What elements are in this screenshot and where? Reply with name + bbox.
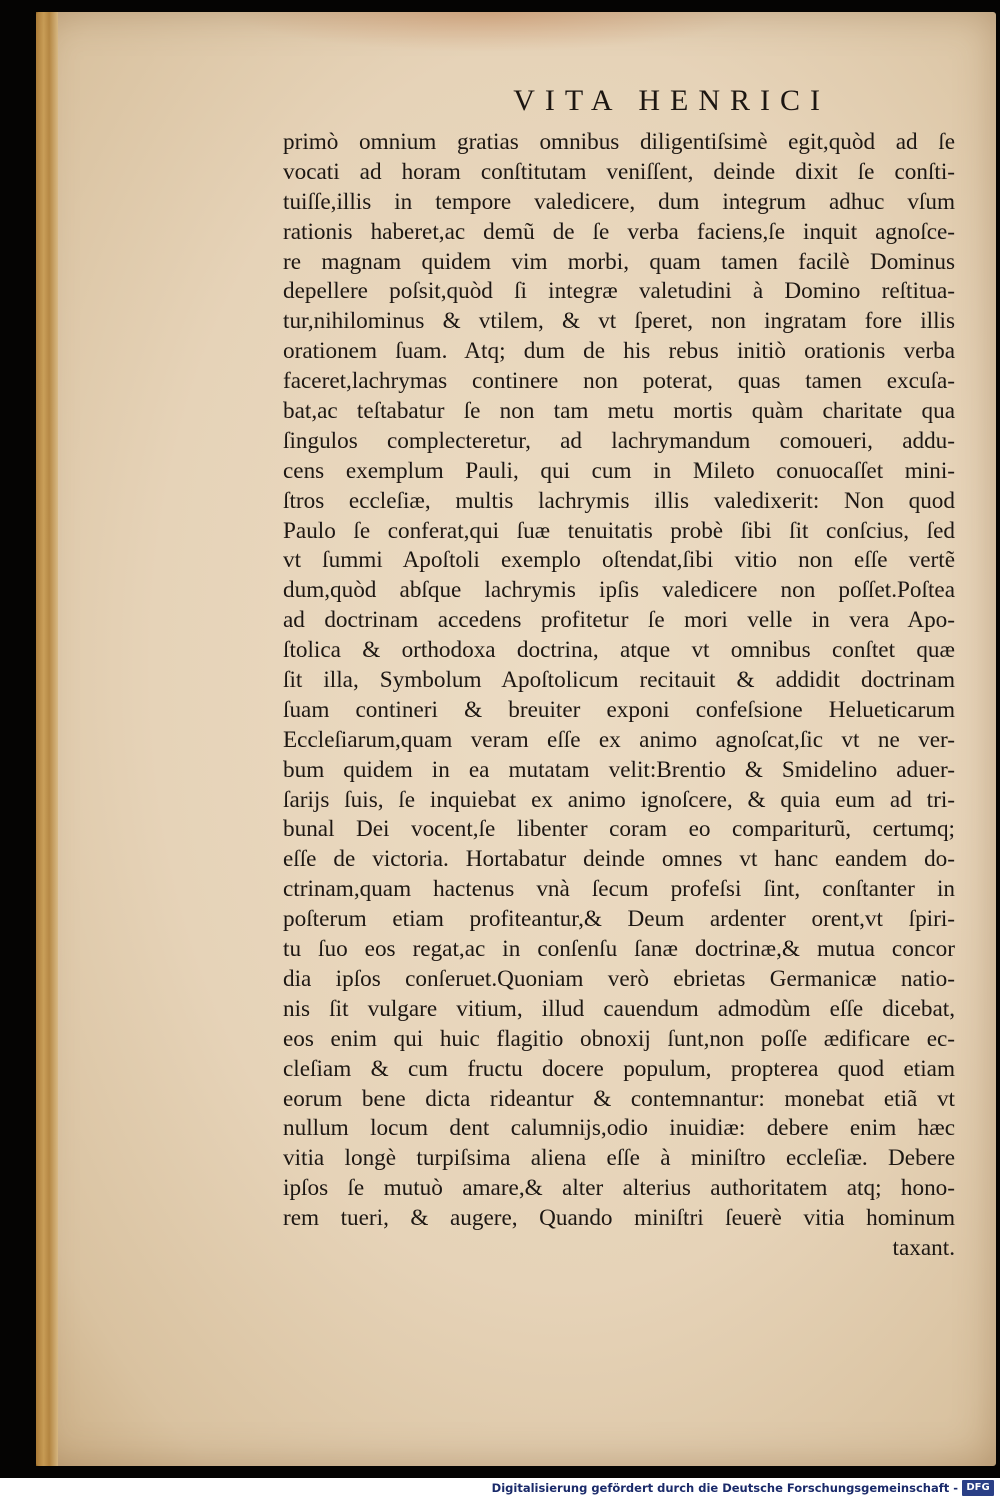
body-text (283, 128, 955, 1264)
text-line: bunal Dei vocent,ſe libenter coram eo compariturũ, certumq; (283, 816, 955, 843)
text-line: rem tueri, & augere, Quando miniſtri ſeuerè vitia hominum (283, 1205, 955, 1232)
text-line: tur,nihilominus & vtilem, & vt ſperet, non ingratam fore illis (283, 308, 955, 335)
text-line: vt ſummi Apoſtoli exemplo oſtendat,ſibi vitio non eſſe vertẽ (283, 547, 955, 574)
text-line: ipſos ſe mutuò amare,& alter alterius authoritatem atq; hono- (283, 1175, 955, 1202)
text-line: vitia longè turpiſsima aliena eſſe à miniſtro eccleſiæ. Debere (283, 1145, 955, 1172)
text-line: Eccleſiarum,quam veram eſſe ex animo agnoſcat,ſic vt ne ver- (283, 726, 955, 753)
text-line: rationis haberet,ac demũ de ſe verba faciens,ſe inquit agnoſce- (283, 218, 955, 245)
text-line: ſit illa, Symbolum Apoſtolicum recitauit & addidit doctrinam (283, 667, 955, 694)
paper-stain (230, 12, 750, 52)
text-line: primò omnium gratias omnibus diligentiſsimè egit,quòd ad ſe (283, 129, 955, 155)
text-line: eos enim qui huic flagitio obnoxij ſunt,non poſſe ædificare ec- (283, 1025, 955, 1052)
text-line: orationem ſuam. Atq; dum de his rebus initiò orationis verba (283, 338, 955, 365)
text-line: tu ſuo eos regat,ac in conſenſu ſanæ doctrinæ,& mutua concor (283, 936, 955, 963)
text-line: nullum locum dent calumnijs,odio inuidiæ: debere enim hæc (283, 1115, 955, 1142)
text-line: ſtolica & orthodoxa doctrina, atque vt omnibus conſtet quæ (283, 637, 955, 664)
dfg-logo: DFG (962, 1480, 994, 1496)
gilt-page-edge (36, 12, 58, 1466)
text-line: Paulo ſe conferat,qui ſuæ tenuitatis probè ſibi ſit conſcius, ſed (283, 517, 955, 544)
text-line: dum,quòd abſque lachrymis ipſis valedicere non poſſet.Poſtea (283, 577, 955, 604)
text-line: dia ipſos conſeruet.Quoniam verò ebrietas Germanicæ natio- (283, 965, 955, 992)
text-line: cens exemplum Pauli, qui cum in Mileto conuocaſſet mini- (283, 457, 955, 484)
text-line: nis ſit vulgare vitium, illud cauendum admodùm eſſe dicebat, (283, 995, 955, 1022)
text-line: ad doctrinam accedens profitetur ſe mori velle in vera Apo- (283, 607, 955, 634)
text-line: poſterum etiam profiteantur,& Deum ardenter orent,vt ſpiri- (283, 906, 955, 933)
text-line: bum quidem in ea mutatam velit:Brentio & Smidelino aduer- (283, 756, 955, 783)
catchword: taxant. (892, 1234, 955, 1261)
text-line: ſuam contineri & breuiter exponi confeſsione Helueticarum (283, 696, 955, 723)
running-head: VITA HENRICI (513, 84, 830, 117)
text-line: faceret,lachrymas continere non poterat, quas tamen excuſa- (283, 368, 955, 395)
text-line: eorum bene dicta rideantur & contemnantur: monebat etiã vt (283, 1085, 955, 1112)
text-line: vocati ad horam conſtitutam veniſſent, deinde dixit ſe conſti- (283, 158, 955, 185)
text-line: bat,ac teſtabatur ſe non tam metu mortis quàm charitate qua (283, 398, 955, 425)
text-line: re magnam quidem vim morbi, quam tamen facilè Dominus (283, 248, 955, 275)
text-line: cleſiam & cum fructu docere populum, propterea quod etiam (283, 1055, 955, 1082)
text-line: tuiſſe,illis in tempore valedicere, dum integrum adhuc vſum (283, 188, 955, 215)
text-line: eſſe de victoria. Hortabatur deinde omnes vt hanc eandem do- (283, 846, 955, 873)
text-line: ſtros eccleſiæ, multis lachrymis illis valedixerit: Non quod (283, 487, 955, 514)
text-line: ctrinam,quam hactenus vnà ſecum profeſsi ſint, conſtanter in (283, 876, 955, 903)
text-line: ſarijs ſuis, ſe inquiebat ex animo ignoſcere, & quia eum ad tri- (283, 786, 955, 813)
text-line: ſingulos complecteretur, ad lachrymandum comoueri, addu- (283, 427, 955, 454)
text-line: depellere poſsit,quòd ſi integræ valetudini à Domino reſtitua- (283, 278, 955, 305)
funding-credit: Digitalisierung gefördert durch die Deutsche Forschungsgemeinschaft - (491, 1481, 958, 1495)
